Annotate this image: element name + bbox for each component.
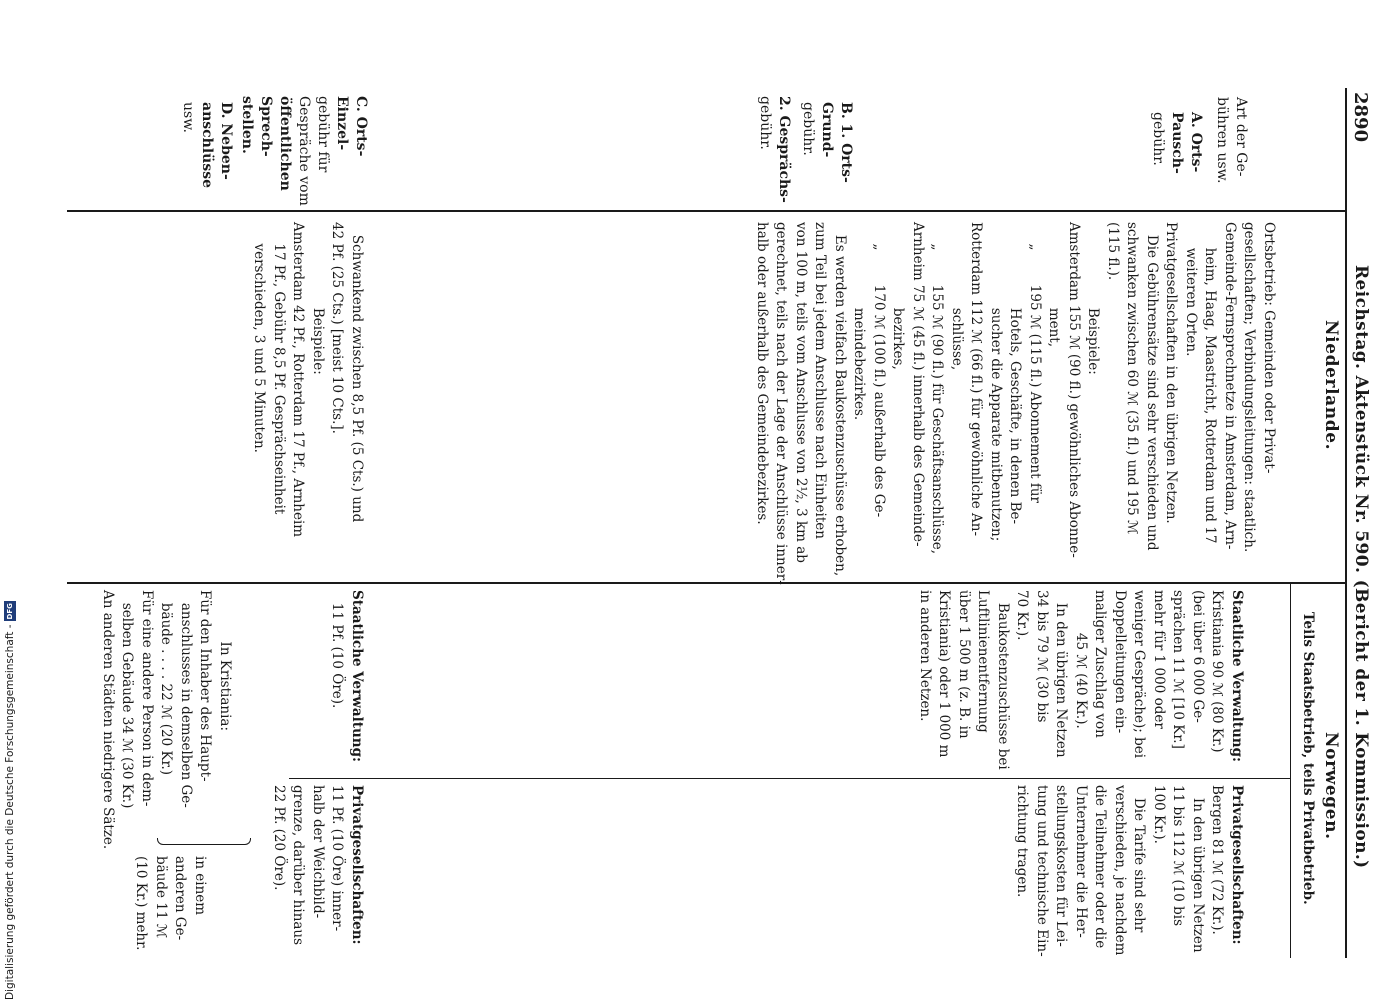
dfg-logo-icon: DFG: [6, 603, 14, 620]
norwegen-privat-a-text: Privatgesellschaften: Bergen 81 ℳ (72 Kr.). In den übrigen Netzen 11 bis 112 ℳ (10 bis 100 Kr.). Die Tarife sind sehr verschieden, je nachdem die Teilnehmer oder die Unternehmer die Her- stellungskosten für Lei- tung und technische Ein- richtung tragen.: [1014, 785, 1245, 957]
heading-norwegen: Norwegen.: [1321, 732, 1341, 840]
page-number: 2890: [1350, 92, 1371, 143]
niederlande-a-text: Ortsbetrieb: Gemeinden oder Privat- gesellschaften; Verbindungsleitungen: staatlich. Gemeinde-Fernsprechnetze in Amsterdam, Arn- heim, Haag, Maastricht, Rotterdam und 17 weiteren Orten. Privatgesellschaften in den übrigen Netzen. Die Gebührensätze sind sehr verschieden und schwanken zwischen 60 ℳ (35 fl.) und 195 ℳ (115 fl.). Beispiele: Amsterdam 155 ℳ (90 fl.) gewöhnliches Abonne- ment, „ 195 ℳ (115 fl.) Abonnement für Hotels, Geschäfte, in denen Be- sucher die Apparate mitbenutzen; Rotterdam 112 ℳ (66 fl.) für gewöhnliche An- schlüsse, „ 155 ℳ (90 fl.) für Geschäftsanschlüsse, Arnheim 75 ℳ (45 fl.) innerhalb des Gemeinde- bezirkes, „ 170 ℳ (100 fl.) außerhalb des Ge- meindebezirkes. Es werden vielfach Baukostenzuschüsse erhoben, zum Teil bei jedem Anschlusse nach Einheiten von 100 m, teils vom Anschlusse von 2½, 3 km ab gerechnet, teils nach der Lage der Anschlüsse inner- halb oder außerhalb des Gemeindebezirkes.: [754, 222, 1277, 585]
norwegen-subheading-rule: [1290, 582, 1291, 958]
label-c-orts-einzelgebuehr: C. Orts- Einzel- gebühr für Gespräche vom öffentlichen Sprech- stellen.: [239, 96, 369, 206]
norwegen-subcolumn-divider: [401, 778, 1291, 779]
label-d-nebenanschluesse: D. Neben- anschlüsse usw.: [180, 102, 234, 189]
header-rule: [1345, 88, 1347, 958]
niederlande-c-text: Schwankend zwischen 8,5 Pf. (5 Cts.) und 42 Pf. (25 Cts.) [meist 10 Cts.]. Beispiele: Amsterdam 42 Pf., Rotterdam 17 Pf., Arnheim 17 Pf., Gebühr 8,5 Pf. Gesprächseinheit verschieden, 3 und 5 Minuten.: [251, 222, 365, 538]
page-title: Reichstag. Aktenstück Nr. 590. (Bericht der 1. Kommission.): [1351, 265, 1371, 869]
norwegen-d-text: In Kristiania: Für den Inhaber des Haupt- anschlusses in demselben Ge- bäude . . . . 22 ℳ (20 Kr.) Für eine andere Person in dem- selben Gebäude 34 ℳ (30 Kr.) An anderen Städten niedrigere Sätze.: [100, 590, 233, 850]
norwegen-subheading: Teils Staatsbetrieb, teils Privatbetrieb.: [1300, 612, 1316, 905]
label-column-divider: [67, 210, 1347, 212]
label-a-orts-pauschgebuehr: A. Orts- Pausch- gebühr.: [1150, 112, 1204, 174]
label-b1-orts-grundgebuehr: B. 1. Orts- Grund- gebühr.: [800, 102, 854, 183]
digitization-footer: [0, 0, 20, 1000]
norwegen-d-brace-text: in einem anderen Ge- bäude 11 ℳ (10 Kr.) mehr.: [133, 856, 208, 951]
norwegen-staatlich-a-text: Staatliche Verwaltung: Kristiania 90 ℳ (80 Kr.) (bei über 6 000 Ge- sprächen 11 ℳ [10 Kr.] mehr für 1 000 oder weniger Gespräche); bei Doppelleitungen ein- maliger Zuschlag von 45 ℳ (40 Kr.). In den übrigen Netzen 34 bis 79 ℳ (30 bis 70 Kr.). Baukostenzuschüsse bei Luftlinienentfernung über 1 500 m (z. B. in Kristiania) oder 1 000 m in anderen Netzen.: [917, 590, 1245, 770]
norwegen-staatlich-c-text: Staatliche Verwaltung: 11 Pf. (10 Öre).: [329, 590, 365, 763]
heading-niederlande: Niederlande.: [1321, 320, 1341, 451]
label-art-der-gebuehren: Art der Ge- bühren usw.: [1214, 97, 1249, 184]
footer-text: Digitalisierung gefördert durch die Deutsche Forschungsgemeinschaft -: [4, 624, 16, 1000]
norwegen-d-brace: [157, 838, 251, 845]
label-b2-gespraechsgebuehr: 2. Gesprächs- gebühr.: [757, 96, 792, 203]
norwegen-privat-c-text: Privatgesellschaften: 11 Pf. (10 Öre) inner- halb der Weichbild- grenze, darüber hinaus 22 Pf. (20 Öre).: [271, 785, 365, 946]
norwegen-c-subcolumn-divider: [289, 778, 407, 779]
